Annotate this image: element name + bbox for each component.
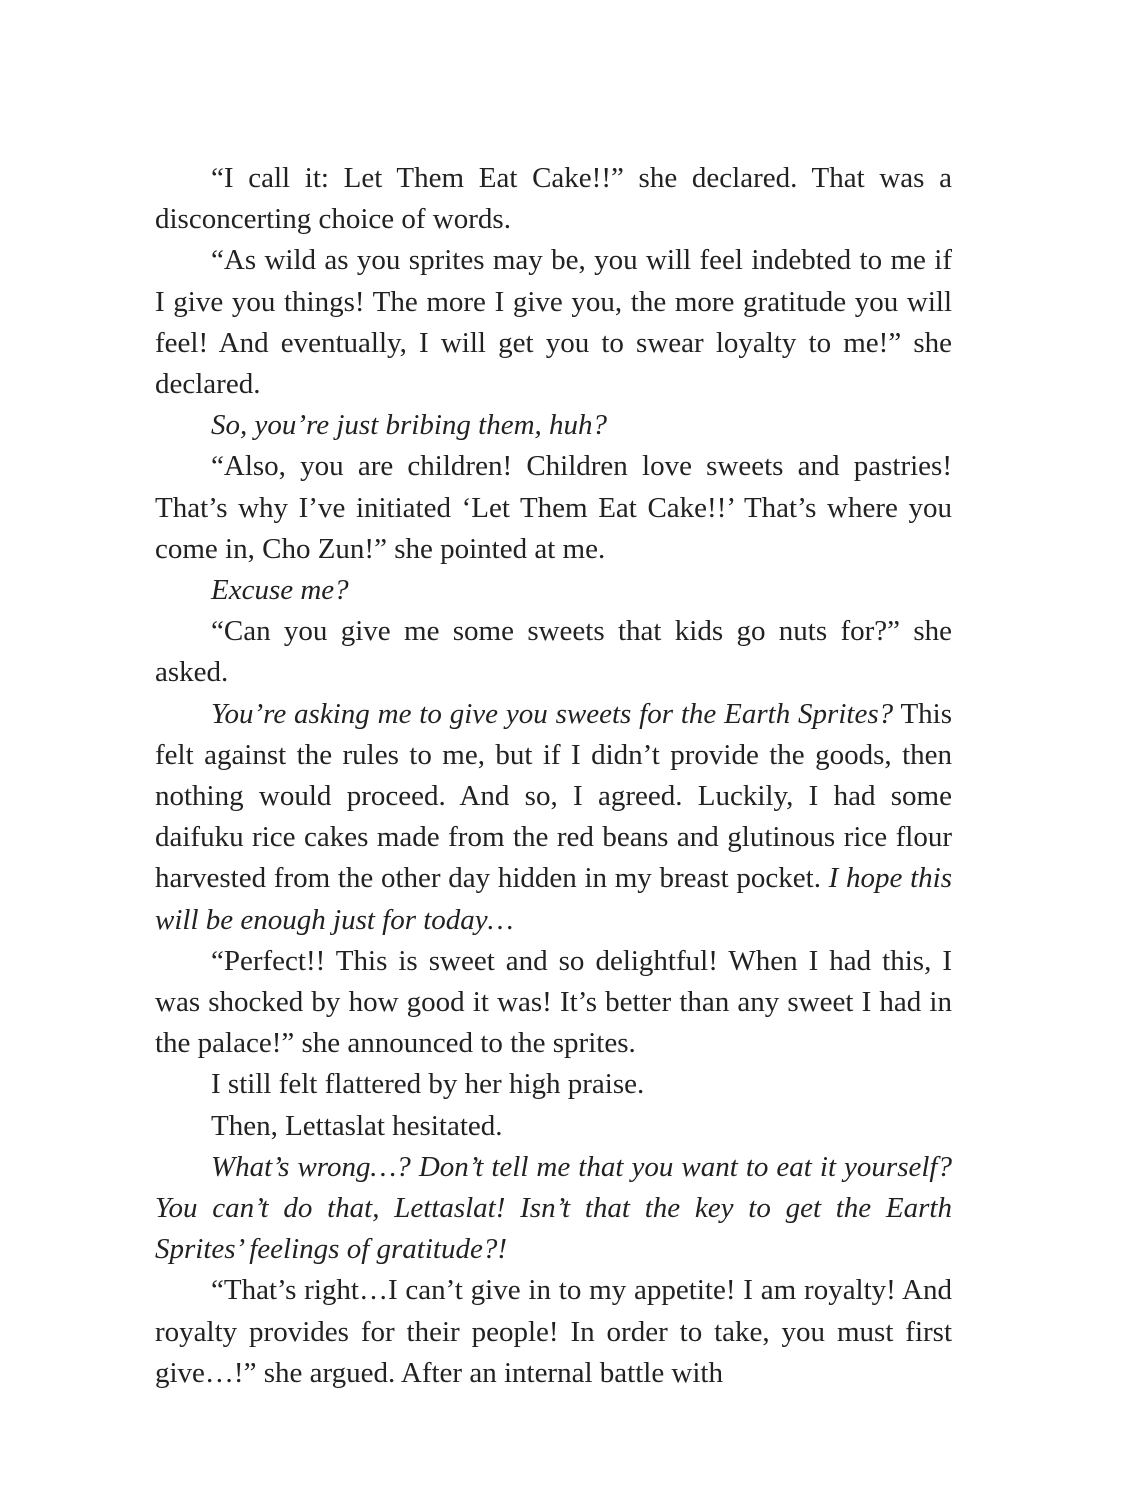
paragraph-7-thought-end: I hope this will be enough just for today… — [155, 862, 952, 936]
paragraph-12 — [155, 1270, 952, 1394]
paragraph-4 — [155, 446, 952, 570]
paragraph-10-text: Then, Lettaslat hesitated. — [211, 1109, 503, 1142]
paragraph-7-thought: You’re asking me to give you sweets for the Earth Sprites? — [211, 697, 894, 730]
paragraph-10 — [155, 1106, 952, 1147]
paragraph-6-text: “Can you give me some sweets that kids go nuts for?” she asked. — [155, 615, 952, 689]
paragraph-11 — [155, 1147, 952, 1271]
paragraph-12-text: “That’s right…I can’t give in to my appetite! I am royalty! And royalty provides for their people! In order to take, you must first give…!” she argued. After an internal battle with — [155, 1274, 952, 1389]
paragraph-5 — [155, 570, 952, 611]
paragraph-8-text: “Perfect!! This is sweet and so delightful! When I had this, I was shocked by how good it was! It’s better than any sweet I had in the palace!” she announced to the sprites. — [155, 944, 952, 1060]
paragraph-1-text: “I call it: Let Them Eat Cake!!” she declared. That was a disconcerting choice of words. — [155, 162, 952, 236]
paragraph-9-text: I still felt flattered by her high praise. — [211, 1068, 645, 1101]
paragraph-6 — [155, 611, 952, 693]
paragraph-7 — [155, 694, 952, 941]
paragraph-2-text: “As wild as you sprites may be, you will feel indebted to me if I give you things! The more I give you, the more gratitude you will feel! And eventually, I will get you to swear loyalty to me!” she declared. — [155, 244, 952, 401]
paragraph-3 — [155, 405, 952, 446]
paragraph-5-text: Excuse me? — [211, 574, 349, 607]
paragraph-1 — [155, 158, 952, 240]
paragraph-9 — [155, 1064, 952, 1105]
page-body — [155, 158, 952, 1394]
paragraph-3-text: So, you’re just bribing them, huh? — [211, 409, 608, 442]
paragraph-7-text: This felt against the rules to me, but if I didn’t provide the goods, then nothing would proceed. And so, I agreed. Luckily, I had some daifuku rice cakes made from the red beans and glutinous rice flour harvested from the other day hidden in my breast pocket. — [155, 697, 952, 895]
paragraph-2 — [155, 240, 952, 405]
paragraph-8 — [155, 941, 952, 1065]
paragraph-4-text: “Also, you are children! Children love sweets and pastries! That’s why I’ve initiated ‘Let Them Eat Cake!!’ That’s where you come in, Cho Zun!” she pointed at me. — [155, 450, 952, 565]
paragraph-11-text: What’s wrong…? Don’t tell me that you want to eat it yourself? You can’t do that, Lettaslat! Isn’t that the key to get the Earth Sprites’ feelings of gratitude?! — [155, 1150, 952, 1266]
